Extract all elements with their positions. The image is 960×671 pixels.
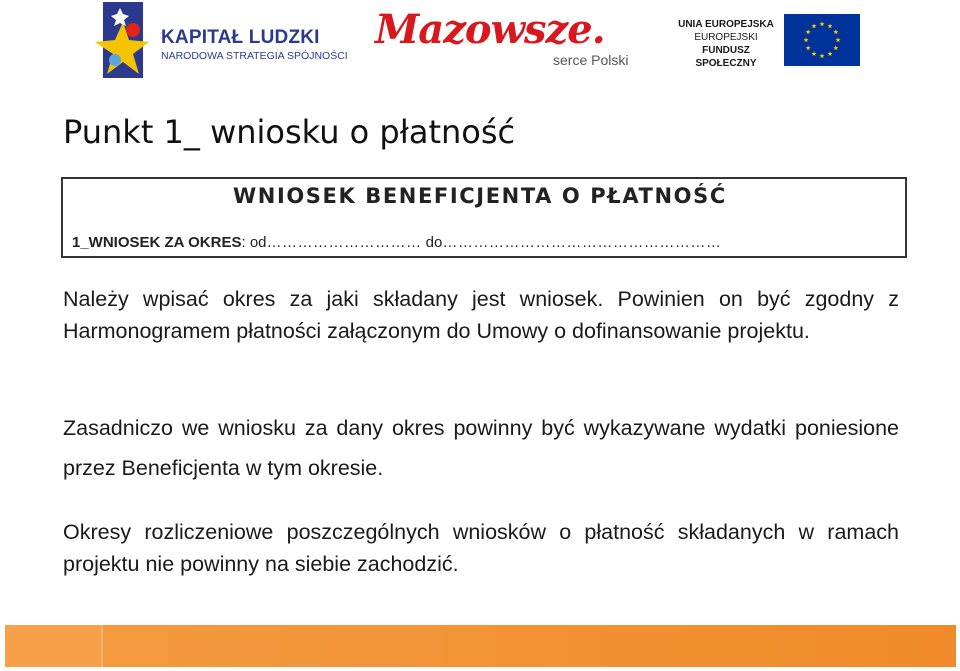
- footer-band: [5, 625, 956, 667]
- logo-bar: [0, 0, 960, 82]
- form-to-dots: ………………………………………………: [442, 234, 722, 251]
- mazowsze-wordmark: Mazowsze.: [375, 6, 605, 53]
- eu-text: [673, 18, 779, 70]
- kapital-ludzki-subtitle: NARODOWA STRATEGIA SPÓJNOŚCI: [161, 50, 348, 62]
- form-period-label: 1_WNIOSEK ZA OKRES: [72, 234, 242, 251]
- form-colon: :: [241, 234, 250, 251]
- kapital-ludzki-logo: [93, 2, 348, 78]
- form-from-label: od: [249, 234, 267, 251]
- footer-divider: [101, 625, 103, 667]
- mazowsze-tagline: serce Polski: [553, 52, 629, 68]
- page-title: Punkt 1_ wniosku o płatność: [63, 113, 516, 151]
- kapital-ludzki-star-icon: [93, 2, 157, 78]
- form-to-label: do: [425, 234, 443, 251]
- paragraph-expenses: Zasadniczo we wniosku za dany okres powinny być wykazywane wydatki poniesione przez Beneficjenta w tym okresie.: [63, 416, 899, 480]
- eu-flag-icon: [784, 14, 860, 66]
- kapital-ludzki-title: KAPITAŁ LUDZKI: [161, 27, 320, 48]
- mazowsze-logo: [375, 6, 645, 76]
- paragraph-period: Należy wpisać okres za jaki składany jest wniosek. Powinien on być zgodny z Harmonogramem płatności załączonym do Umowy o dofinansowanie projektu.: [63, 287, 899, 343]
- eu-line-2: EUROPEJSKI: [694, 32, 758, 43]
- paragraph-overlap: Okresy rozliczeniowe poszczególnych wniosków o płatność składanych w ramach projektu nie powinny na siebie zachodzić.: [63, 520, 899, 576]
- form-heading: WNIOSEK BENEFICJENTA O PŁATNOŚĆ: [233, 184, 727, 208]
- eu-line-1: UNIA EUROPEJSKA: [678, 19, 774, 30]
- eu-line-3: FUNDUSZ SPOŁECZNY: [695, 45, 757, 69]
- form-excerpt: [61, 177, 907, 258]
- form-period-line: [72, 234, 721, 251]
- eu-logo: [673, 14, 873, 70]
- form-from-dots: …………………………: [266, 234, 422, 251]
